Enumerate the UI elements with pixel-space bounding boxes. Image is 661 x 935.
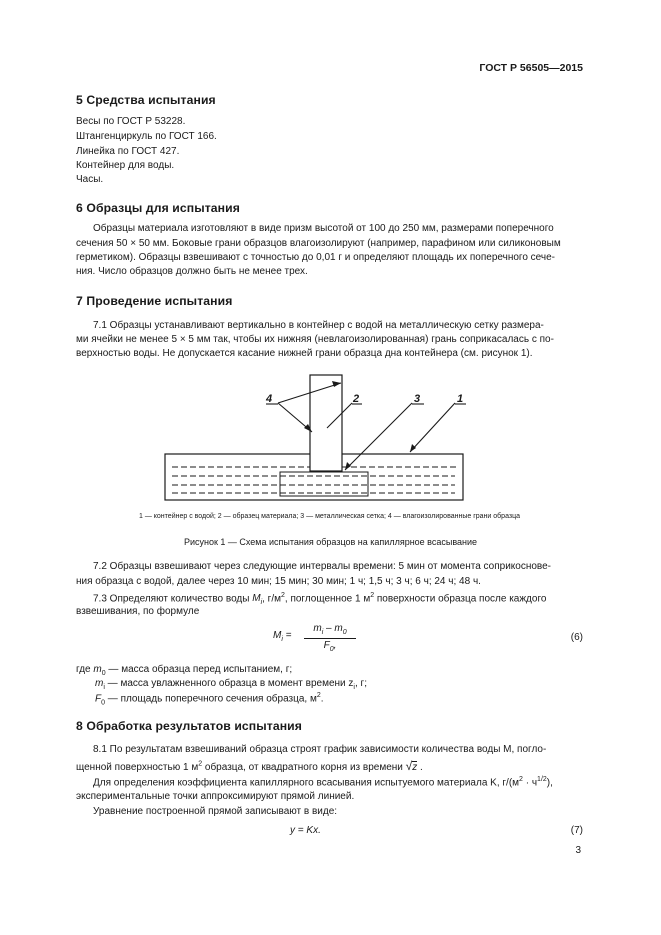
list-item: Контейнер для воды.: [76, 160, 175, 171]
figure-caption: Рисунок 1 — Схема испытания образцов на капиллярное всасывание: [183, 537, 478, 547]
equation-number-6: (6): [570, 632, 583, 643]
figure-label-2: 2: [353, 393, 360, 405]
paragraph-line: ми ячейки не менее 5 × 5 мм так, чтобы их нижняя (невлагоизолированная) грань соприкасалась с по-: [76, 334, 554, 345]
paragraph-7-3: 7.3 Определяют количество воды $M_i$, $г/м^2$, поглощенное 1 $м^2$ поверхности образца после каждого: [93, 592, 547, 607]
figure-label-4: 4: [266, 393, 273, 405]
formula-6-numerator: $m_i - m_0$: [313, 623, 347, 636]
formula-6-denominator: $F_0$,: [323, 640, 337, 653]
equation-number-7: (7): [570, 825, 583, 836]
figure-legend: 1 — контейнер с водой; 2 — образец материала; 3 — металлическая сетка; 4 — влагоизолированные грани образца: [138, 513, 520, 520]
paragraph-line: ния образца с водой, далее через 10 мин; 15 мин; 30 мин; 1 ч; 1,5 ч; 3 ч; 6 ч; 24 ч; 48 ч.: [76, 576, 481, 587]
list-item: Часы.: [76, 174, 104, 185]
section-8-title: 8 Обработка результатов испытания: [76, 719, 302, 733]
paragraph-line: Образцы материала изготовляют в виде призм высотой от 100 до 250 мм, размерами поперечного: [93, 223, 554, 234]
section-5-title: 5 Средства испытания: [76, 93, 216, 107]
figure-label-3: 3: [414, 393, 421, 405]
page-number: 3: [575, 845, 581, 856]
figure-label-1: 1: [457, 393, 464, 405]
list-item: Линейка по ГОСТ 427.: [76, 146, 180, 157]
document-code: ГОСТ Р 56505—2015: [479, 62, 583, 74]
sample-prism: [310, 375, 342, 471]
symbol-M: $M_i$: [252, 593, 263, 607]
list-item: Весы по ГОСТ Р 53228.: [76, 116, 186, 127]
where-line-1: где $m_0$ — масса образца перед испытанием, г;: [76, 664, 293, 677]
formula-7: y = Kx.: [290, 825, 321, 836]
paragraph-line: сечения 50 × 50 мм. Боковые грани образцов влагоизолируют (например, парафином или силиконовым: [76, 238, 561, 249]
formula-6-lhs: $M_i$ =: [273, 630, 292, 643]
paragraph-line: экспериментальные точки аппроксимируют прямой линией.: [76, 791, 355, 802]
paragraph-line: Уравнение построенной прямой записывают в виде:: [93, 806, 338, 817]
where-line-3: $F_0$ — площадь поперечного сечения образца, $м^2$.: [95, 692, 324, 707]
paragraph-line: Для определения коэффициента капиллярного всасывания испытуемого материала K, $г/(м^2 \cdot ч^{1/2})$,: [93, 776, 553, 789]
fraction-bar: [304, 638, 356, 639]
paragraph-line: щенной поверхностью 1 $м^2$ образца, от квадратного корня из времени √z .: [76, 759, 423, 773]
paragraph-line: 7.2 Образцы взвешивают через следующие интервалы времени: 5 мин от момента соприкоснове-: [93, 561, 551, 572]
paragraph-line: ния. Число образцов должно быть не менее трех.: [76, 266, 308, 277]
section-7-title: 7 Проведение испытания: [76, 294, 233, 308]
paragraph-line: 8.1 По результатам взвешиваний образца строят график зависимости количества воды M, погло-: [93, 744, 547, 755]
paragraph-line: герметиком). Образцы взвешивают с точностью до 0,01 г и определяют площадь их поперечного сече-: [76, 252, 556, 263]
paragraph-line: взвешивания, по формуле: [76, 606, 200, 617]
paragraph-line: верхностью воды. Не допускается касание нижней грани образца дна контейнера (см. рисунок 1).: [76, 348, 533, 359]
where-line-2: $m_i$ — масса увлажненного образца в момент времени $z_i$, г;: [95, 678, 367, 691]
list-item: Штангенциркуль по ГОСТ 166.: [76, 131, 217, 142]
paragraph-line: 7.1 Образцы устанавливают вертикально в контейнер с водой на металлическую сетку размера-: [93, 320, 544, 331]
section-6-title: 6 Образцы для испытания: [76, 201, 240, 215]
